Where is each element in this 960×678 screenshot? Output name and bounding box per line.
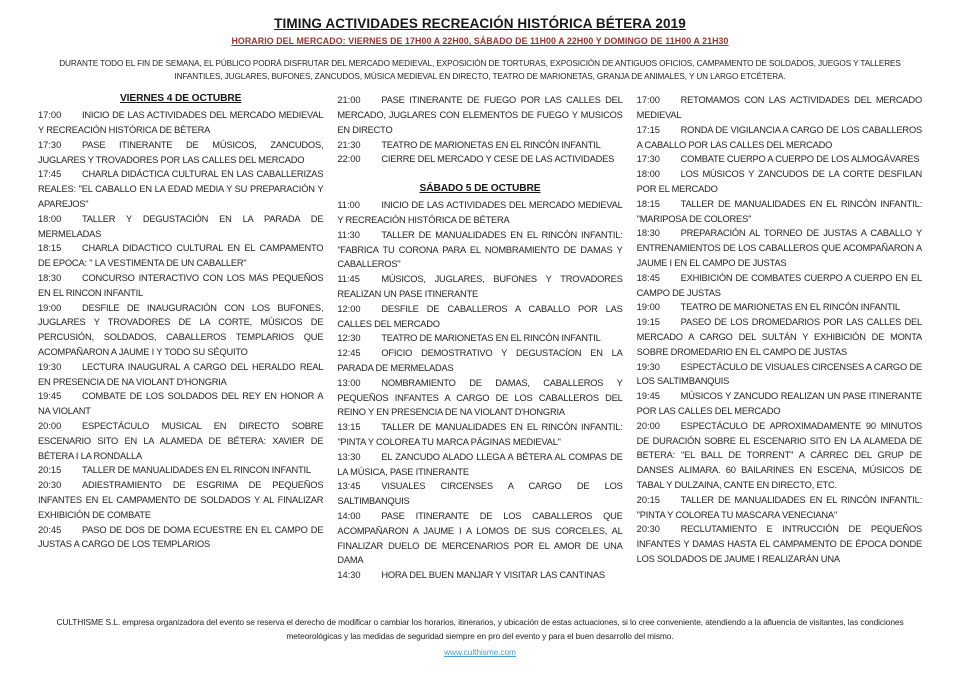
entry-text: PASEO DE LOS DROMEDARIOS POR LAS CALLES DEL MERCADO A CARGO DEL SULTÁN Y EXHIBICIÓN DE MONTA SOBRE DROMEDARIO EN EL CAMPO DE JUSTAS: [636, 317, 922, 357]
entry-time: 17:00: [38, 110, 62, 121]
schedule-entry: [337, 376, 622, 420]
entry-text: INICIO DE LAS ACTIVIDADES DEL MERCADO MEDIEVAL Y RECREACIÓN HISTÓRICA DE BÉTERA: [337, 200, 623, 226]
schedule-entry: [637, 226, 922, 270]
schedule-entry: [637, 93, 922, 123]
schedule-entry: [637, 419, 922, 493]
entry-text: LOS MÚSICOS Y ZANCUDOS DE LA CORTE DESFILAN POR EL MERCADO: [636, 169, 922, 195]
schedule-entry: [637, 152, 922, 167]
entry-text: PREPARACIÓN AL TORNEO DE JUSTAS A CABALLO Y ENTRENAMIENTOS DE LOS CABALLEROS QUE ACOMPAÑARON A JAUME I EN EL CAMPO DE JUSTAS: [636, 228, 922, 269]
schedule-entry: [637, 123, 922, 153]
entry-time: 19:30: [38, 361, 62, 372]
entry-text: TALLER DE MANUALIDADES EN EL RINCÓN INFANTIL: "PINTA Y COLOREA TU MASCARA VENECIANA": [636, 494, 922, 520]
schedule-entry: [38, 301, 323, 360]
schedule-entry: [337, 479, 622, 509]
schedule-entry: [337, 93, 622, 137]
entry-text: CHARLA DIDACTICO CULTURAL EN EL CAMPAMENTO DE EPOCA: " LA VESTIMENTA DE UN CABALLER": [38, 243, 324, 269]
entry-time: 13:15: [337, 422, 361, 433]
entry-time: 18:30: [636, 228, 660, 239]
schedule-column-1: [38, 93, 323, 552]
schedule-entry: [637, 167, 922, 197]
schedule-entry: [337, 509, 622, 568]
entry-time: 19:45: [636, 391, 660, 402]
day-heading: SÁBADO 5 DE OCTUBRE: [419, 183, 541, 195]
entry-time: 20:30: [38, 480, 62, 491]
entry-time: 19:45: [38, 391, 62, 402]
entry-time: 20:00: [636, 420, 660, 431]
schedule-entry: [337, 138, 622, 153]
entry-time: 17:30: [636, 154, 660, 165]
schedule-entry: [637, 493, 922, 523]
entry-text: PASE ITINERANTE DE MÚSICOS, ZANCUDOS, JUGLARES Y TROVADORES POR LAS CALLES DEL MERCADO: [38, 139, 324, 165]
schedule-entry: [637, 300, 922, 315]
market-hours-subtitle: HORARIO DEL MERCADO: VIERNES DE 17H00 A 22H00, SÁBADO DE 11H00 A 22H00 Y DOMINGO DE 11H00 A 21H30: [231, 36, 729, 46]
entry-text: MÚSICOS, JUGLARES, BUFONES Y TROVADORES REALIZAN UN PASE ITINERANTE: [337, 274, 623, 300]
schedule-entry: [337, 228, 622, 272]
entry-time: 19:00: [636, 302, 660, 313]
entry-time: 13:45: [337, 481, 361, 492]
entry-time: 20:30: [636, 524, 660, 535]
entry-time: 11:00: [337, 200, 360, 211]
schedule-entry: [337, 450, 622, 480]
entry-text: INICIO DE LAS ACTIVIDADES DEL MERCADO MEDIEVAL Y RECREACIÓN HISTÓRICA DE BÉTERA: [38, 110, 324, 136]
schedule-entry: [38, 478, 323, 522]
day-heading: VIERNES 4 DE OCTUBRE: [119, 93, 242, 105]
entry-text: TALLER DE MANUALIDADES EN EL RINCÓN INFANTIL: "MARIPOSA DE COLORES": [636, 198, 922, 224]
entry-time: 18:15: [38, 243, 62, 254]
footer-disclaimer: CULTHISME S.L. empresa organizadora del evento se reserva el derecho de modificar o cambiar los horarios, itinerarios, y ubicación de estas actuaciones, si lo cree conveniente, atendiendo a la afluencia de visitantes, las condiciones meteorológicas y las medidas de seguridad siempre en pro del evento y para el buen desarrollo del mismo.: [56, 617, 904, 642]
schedule-entry: [337, 331, 622, 346]
entry-time: 19:30: [636, 361, 660, 372]
entry-time: 17:45: [38, 169, 62, 180]
entry-text: RETOMAMOS CON LAS ACTIVIDADES DEL MERCADO MEDIEVAL: [636, 95, 922, 121]
schedule-columns: [38, 93, 922, 583]
schedule-entry: [38, 241, 323, 271]
entry-text: EXHIBICIÓN DE COMBATES CUERPO A CUERPO EN EL CAMPO DE JUSTAS: [636, 272, 922, 298]
entry-text: ADIESTRAMIENTO DE ESGRIMA DE PEQUEÑOS INFANTES EN EL CAMPAMENTO DE SOLDADOS Y AL FINALIZAR EXHIBICIÓN DE COMBATE: [38, 480, 324, 520]
schedule-entry: [38, 389, 323, 419]
entry-time: 20:00: [38, 420, 62, 431]
entry-time: 11:45: [337, 274, 360, 285]
entry-text: ESPECTÁCULO DE VISUALES CIRCENSES A CARGO DE LOS SALTIMBANQUIS: [636, 361, 922, 387]
entry-text: TEATRO DE MARIONETAS EN EL RINCÓN INFANTIL: [381, 139, 601, 150]
schedule-entry: [38, 419, 323, 463]
entry-text: COMBATE DE LOS SOLDADOS DEL REY EN HONOR A NA VIOLANT: [38, 391, 324, 417]
entry-text: TALLER DE MANUALIDADES EN EL RINCON INFANTIL: [82, 465, 311, 476]
entry-text: CONCURSO INTERACTIVO CON LOS MÁS PEQUEÑOS EN EL RINCON INFANTIL: [38, 273, 324, 298]
entry-text: TALLER DE MANUALIDADES EN EL RINCÓN INFANTIL: "FABRICA TU CORONA PARA EL NOMBRAMIENTO DE DAMAS Y CABALLEROS": [337, 229, 623, 270]
entry-time: 14:00: [337, 510, 361, 521]
entry-time: 12:30: [337, 333, 361, 344]
schedule-entry: [38, 271, 323, 301]
entry-time: 21:30: [337, 139, 361, 150]
entry-text: PASO DE DOS DE DOMA ECUESTRE EN EL CAMPO DE JUSTAS A CARGO DE LOS TEMPLARIOS: [38, 524, 324, 550]
entry-time: 20:15: [38, 465, 62, 476]
entry-text: CIERRE DEL MERCADO Y CESE DE LAS ACTIVIDADES: [381, 154, 615, 165]
schedule-entry: [38, 463, 323, 478]
entry-time: 11:30: [337, 229, 360, 240]
schedule-entry: [337, 302, 622, 332]
intro-paragraph: DURANTE TODO EL FIN DE SEMANA, EL PÚBLICO PODRÁ DISFRUTAR DEL MERCADO MEDIEVAL, EXPOSICIÓN DE TORTURAS, EXPOSICIÓN DE ANTIGUOS OFICIOS, CAMPAMENTO DE SOLDADOS, JUEGOS Y TALLERES INFANTILES, JUGLARES, BUFONES, ZANCUDOS, MÚSICA MEDIEVAL EN DIRECTO, TEATRO DE MARIONETAS, GRANJA DE ANIMALES, Y UN LARGO ETCÉTERA.: [59, 59, 901, 82]
schedule-entry: [337, 420, 622, 450]
schedule-entry: [38, 212, 323, 242]
entry-time: 12:00: [337, 303, 361, 314]
footer-link[interactable]: www.culthisme.com: [444, 647, 516, 658]
entry-text: LECTURA INAUGURAL A CARGO DEL HERALDO REAL EN PRESENCIA DE NA VIOLANT D'HONGRIA: [38, 361, 324, 387]
schedule-entry: [38, 138, 323, 168]
page-title: TIMING ACTIVIDADES RECREACIÓN HISTÓRICA BÉTERA 2019: [274, 16, 686, 31]
entry-time: 17:00: [636, 95, 660, 106]
entry-time: 18:30: [38, 273, 62, 284]
entry-text: HORA DEL BUEN MANJAR Y VISITAR LAS CANTINAS: [381, 570, 605, 581]
schedule-entry: [337, 272, 622, 302]
schedule-entry: [637, 197, 922, 227]
schedule-entry: [38, 360, 323, 390]
entry-text: NOMBRAMIENTO DE DAMAS, CABALLEROS Y PEQUEÑOS INFANTES A CARGO DE LOS CABALLEROS DEL REINO Y EN PRESENCIA DE NA VIOLANT D'HONGRIA: [337, 377, 623, 418]
entry-time: 20:45: [38, 524, 62, 535]
footer: [38, 616, 922, 666]
entry-time: 18:00: [636, 169, 660, 180]
schedule-entry: [337, 198, 622, 228]
entry-text: TALLER DE MANUALIDADES EN EL RINCÓN INFANTIL: "PINTA Y COLOREA TU MARCA PÁGINAS MEDIEVAL": [337, 422, 623, 447]
entry-text: ESPECTÁCULO MUSICAL EN DIRECTO SOBRE ESCENARIO SITO EN LA ALAMEDA DE BÉTERA: XAVIER DE BÉTERA I LA RONDALLA: [38, 420, 324, 461]
entry-text: RONDA DE VIGILANCIA A CARGO DE LOS CABALLEROS A CABALLO POR LAS CALLES DEL MERCADO: [636, 124, 922, 150]
entry-text: PASE ITINERANTE DE FUEGO POR LAS CALLES DEL MERCADO, JUGLARES CON ELEMENTOS DE FUEGO Y MUSICOS EN DIRECTO: [337, 95, 623, 135]
entry-text: COMBATE CUERPO A CUERPO DE LOS ALMOGÁVARES: [680, 154, 920, 165]
entry-text: DESFILE DE CABALLEROS A CABALLO POR LAS CALLES DEL MERCADO: [337, 303, 623, 329]
schedule-entry: [637, 522, 922, 566]
entry-time: 13:30: [337, 451, 361, 462]
schedule-column-3: [637, 93, 922, 567]
entry-time: 19:15: [636, 317, 660, 328]
entry-text: MÚSICOS Y ZANCUDO REALIZAN UN PASE ITINERANTE POR LAS CALLES DEL MERCADO: [636, 391, 922, 416]
entry-text: TEATRO DE MARIONETAS EN EL RINCÓN INFANTIL: [381, 333, 601, 344]
entry-text: OFICIO DEMOSTRATIVO Y DEGUSTACÍON EN LA PARADA DE MERMELADAS: [337, 348, 623, 373]
schedule-entry: [637, 271, 922, 301]
entry-time: 13:00: [337, 377, 361, 388]
schedule-entry: [637, 389, 922, 419]
entry-time: 21:00: [337, 95, 361, 106]
entry-text: RECLUTAMIENTO E INTRUCCIÓN DE PEQUEÑOS INFANTES Y DAMAS HASTA EL CAMPAMENTO DE ÉPOCA DONDE LOS SOLDADOS DE JAUME I REALIZARÁN UNA: [636, 524, 922, 564]
schedule-entry: [337, 568, 622, 583]
entry-text: TEATRO DE MARIONETAS EN EL RINCÓN INFANTIL: [680, 302, 900, 313]
entry-text: EL ZANCUDO ALADO LLEGA A BÉTERA AL COMPAS DE LA MÚSICA, PASE ITINERANTE: [337, 451, 623, 477]
schedule-entry: [637, 315, 922, 359]
entry-text: CHARLA DIDÁCTICA CULTURAL EN LAS CABALLERIZAS REALES: "EL CABALLO EN LA EDAD MEDIA Y SU PREPARACIÓN Y APAREJOS": [38, 169, 324, 210]
entry-text: ESPECTÁCULO DE APROXIMADAMENTE 90 MINUTOS DE DURACIÓN SOBRE EL ESCENARIO SITO EN LA ALAMEDA DE BETERA: "EL BALL DE TORRENT" A CÀRREC DEL GRUP DE DANSES ALIMARA. 60 BAILARINES EN ESCENA, MÚSICOS DE TABAL Y DULZAINA, CANTE EN DIRECTO, ETC.: [636, 420, 922, 490]
entry-time: 14:30: [337, 570, 361, 581]
entry-time: 20:15: [636, 494, 660, 505]
entry-text: VISUALES CIRCENSES A CARGO DE LOS SALTIMBANQUIS: [337, 481, 623, 507]
entry-text: DESFILE DE INAUGURACIÓN CON LOS BUFONES, JUGLARES Y TROVADORES DE LA CORTE, MÚSICOS DE PERCUSIÓN, SOLDADOS, CABALLEROS TEMPLARIOS QUE ACOMPAÑARON A JAUME I Y TODO SU SÉQUITO: [38, 302, 324, 357]
entry-time: 12:45: [337, 348, 361, 359]
entry-time: 18:00: [38, 213, 62, 224]
schedule-entry: [337, 346, 622, 376]
entry-time: 17:30: [38, 139, 62, 150]
entry-text: PASE ITINERANTE DE LOS CABALLEROS QUE ACOMPAÑARON A JAUME I A LOMOS DE SUS CORCELES, AL FINALIZAR DUELO DE MERCENARIOS POR EL AMOR DE UNA DAMA: [337, 510, 623, 566]
schedule-entry: [38, 523, 323, 553]
schedule-entry: [38, 108, 323, 138]
schedule-entry: [38, 167, 323, 211]
entry-time: 17:15: [636, 124, 660, 135]
schedule-entry: [637, 360, 922, 390]
schedule-column-2: [337, 93, 622, 583]
entry-time: 19:00: [38, 302, 62, 313]
entry-text: TALLER Y DEGUSTACIÓN EN LA PARADA DE MERMELADAS: [38, 213, 324, 239]
entry-time: 18:45: [636, 272, 660, 283]
entry-time: 22:00: [337, 154, 361, 165]
entry-time: 18:15: [636, 198, 660, 209]
schedule-entry: [337, 152, 622, 167]
